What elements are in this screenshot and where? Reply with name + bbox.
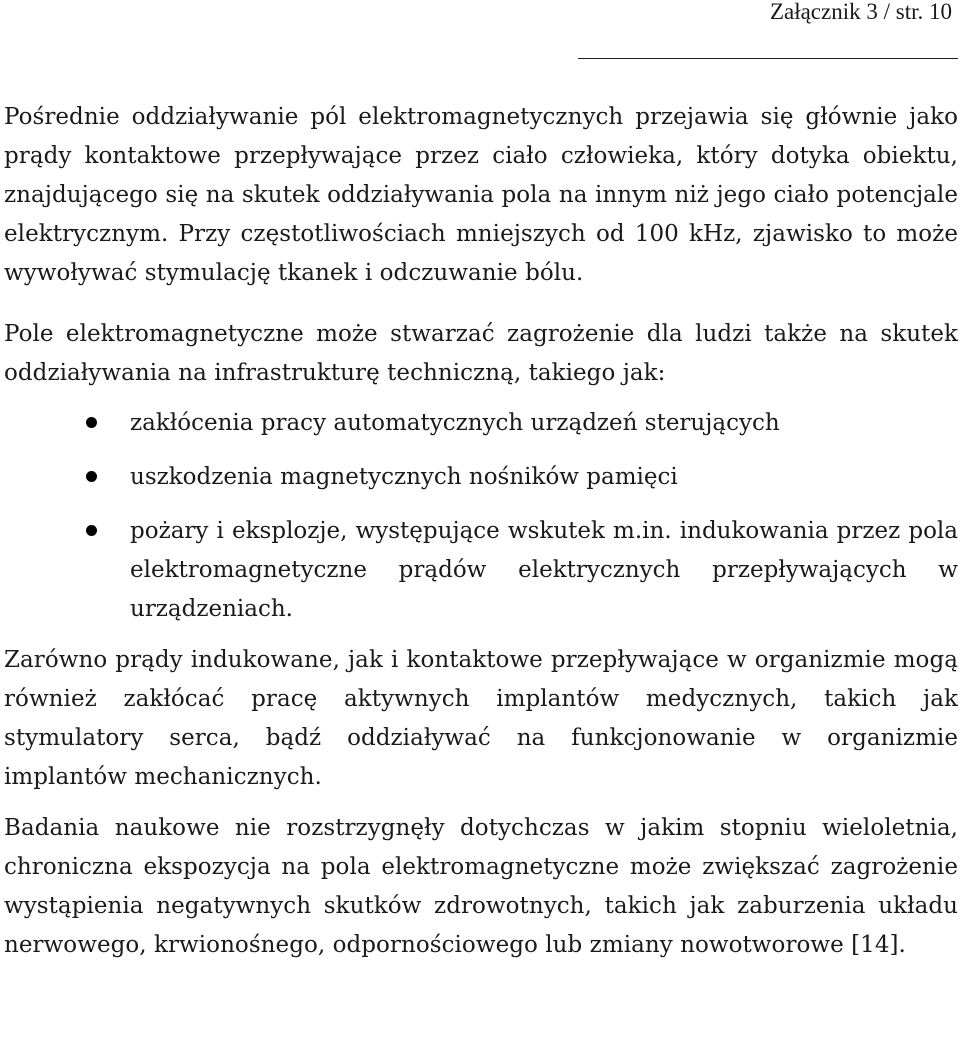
hazard-list <box>4 404 958 629</box>
header-rule <box>578 58 958 59</box>
document-body <box>4 98 958 965</box>
page-header <box>580 0 960 60</box>
bullet-icon <box>86 417 97 428</box>
list-item <box>4 458 958 497</box>
list-item-text: uszkodzenia magnetycznych nośników pamięci <box>130 464 678 490</box>
paragraph-infrastructure-hazard: Pole elektromagnetyczne może stwarzać zagrożenie dla ludzi także na skutek oddziaływania na infrastrukturę techniczną, takiego jak: <box>4 321 958 386</box>
bullet-icon <box>86 471 97 482</box>
list-item <box>4 404 958 443</box>
page-number-label: Załącznik 3 / str. 10 <box>769 0 952 24</box>
paragraph-implants: Zarówno prądy indukowane, jak i kontaktowe przepływające w organizmie mogą również zakłócać pracę aktywnych implantów medycznych, takich jak stymulatory serca, bądź oddziaływać na funkcjonowanie w organizmie implantów mechanicznych. <box>4 647 958 790</box>
list-item-text: pożary i eksplozje, występujące wskutek m.in. indukowania przez pola elektromagnetyczne prądów elektrycznych przepływających w urządzeniach. <box>130 518 958 622</box>
list-item <box>4 512 958 629</box>
paragraph-research: Badania naukowe nie rozstrzygnęły dotychczas w jakim stopniu wieloletnia, chroniczna ekspozycja na pola elektromagnetyczne może zwiększać zagrożenie wystąpienia negatywnych skutków zdrowotnych, takich jak zaburzenia układu nerwowego, krwionośnego, odpornościowego lub zmiany nowotworowe [14]. <box>4 815 958 958</box>
list-item-text: zakłócenia pracy automatycznych urządzeń sterujących <box>130 410 780 436</box>
bullet-icon <box>86 525 97 536</box>
paragraph-indirect-interaction: Pośrednie oddziaływanie pól elektromagnetycznych przejawia się głównie jako prądy kontaktowe przepływające przez ciało człowieka, który dotyka obiektu, znajdującego się na skutek oddziaływania pola na innym niż jego ciało potencjale elektrycznym. Przy częstotliwościach mniejszych od 100 kHz, zjawisko to może wywoływać stymulację tkanek i odczuwanie bólu. <box>4 104 958 286</box>
